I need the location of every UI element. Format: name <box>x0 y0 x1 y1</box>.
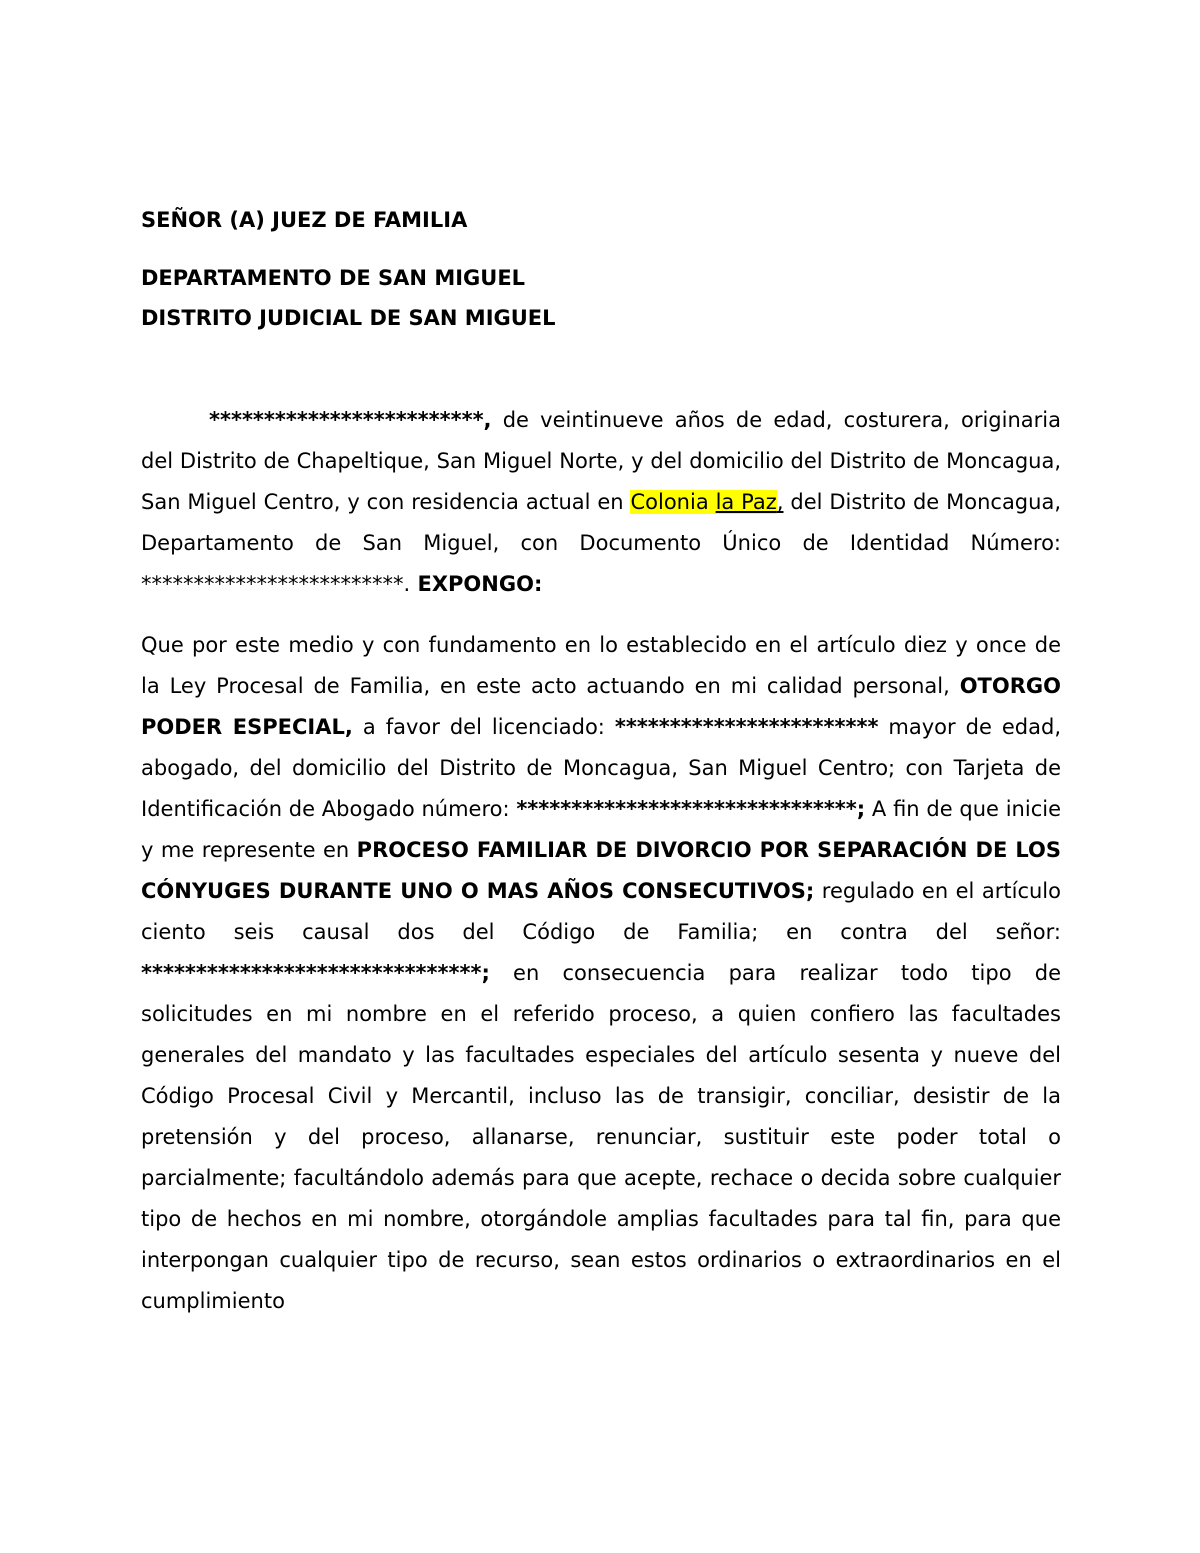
text-segment: en consecuencia para realizar todo tipo de solicitudes en mi nombre en el referido proceso, a quien confiero las facultades generales del mandato y las facultades especiales del artículo sesenta y nueve del Código Procesal Civil y Mercantil, incluso las de transigir, conciliar, desistir de la pretensión y del proceso, allanarse, renunciar, sustituir este poder total o parcialmente; facultándolo además para que acepte, rechace o decida sobre cualquier tipo de hechos en mi nombre, otorgándole amplias facultades para tal fin, para que interpongan cualquier tipo de recurso, sean estos ordinarios o extraordinarios en el cumplimiento <box>141 961 1061 1313</box>
text-segment: a favor del licenciado: <box>352 715 615 739</box>
text-segment: A fin de que inicie y me represente en <box>141 797 1061 862</box>
text-segment: regulado en el artículo ciento seis causal dos del Código de Familia; en contra del señor: <box>141 879 1061 944</box>
heading-juez: SEÑOR (A) JUEZ DE FAMILIA <box>141 208 468 232</box>
highlight-space <box>709 490 716 514</box>
otorgo-poder-label: OTORGO PODER ESPECIAL, <box>141 674 1061 739</box>
text-segment: Que por este medio y con fundamento en lo establecido en el artículo diez y once de la Ley Procesal de Familia, en este acto actuando en mi calidad personal, <box>141 633 1061 698</box>
heading-departamento: DEPARTAMENTO DE SAN MIGUEL <box>141 266 526 290</box>
highlight-colonia: Colonia <box>630 490 709 514</box>
proceso-label: PROCESO FAMILIAR DE DIVORCIO POR SEPARACIÓN DE LOS CÓNYUGES DURANTE UNO O MAS AÑOS CONSECUTIVOS; <box>141 838 1061 903</box>
redacted-name: *************************, <box>209 408 492 432</box>
text-comma: , <box>776 490 784 514</box>
redacted-dui: *************************. <box>141 572 411 596</box>
text-segment: de veintinueve años de edad, costurera, originaria del Distrito de Chapeltique, San Miguel Norte, y del domicilio del Distrito de Moncagua, San Miguel Centro, y con residencia actual en <box>141 408 1061 514</box>
heading-distrito: DISTRITO JUDICIAL DE SAN MIGUEL <box>141 306 556 330</box>
paragraph-poder <box>141 625 1061 1322</box>
redacted-licenciado: ************************ <box>614 715 879 739</box>
redacted-tarjeta: *******************************; <box>516 797 866 821</box>
highlight-la-paz: la Paz <box>715 490 777 514</box>
text-segment: mayor de edad, abogado, del domicilio del Distrito de Moncagua, San Miguel Centro; con Tarjeta de Identificación de Abogado número: <box>141 715 1061 821</box>
paragraph-identificacion <box>141 400 1061 605</box>
expongo-label: EXPONGO: <box>410 572 543 596</box>
text-segment: del Distrito de Moncagua, Departamento de San Miguel, con Documento Único de Identidad Número: <box>141 490 1061 555</box>
redacted-senor: *******************************; <box>141 961 490 985</box>
document-page <box>141 200 1061 1322</box>
